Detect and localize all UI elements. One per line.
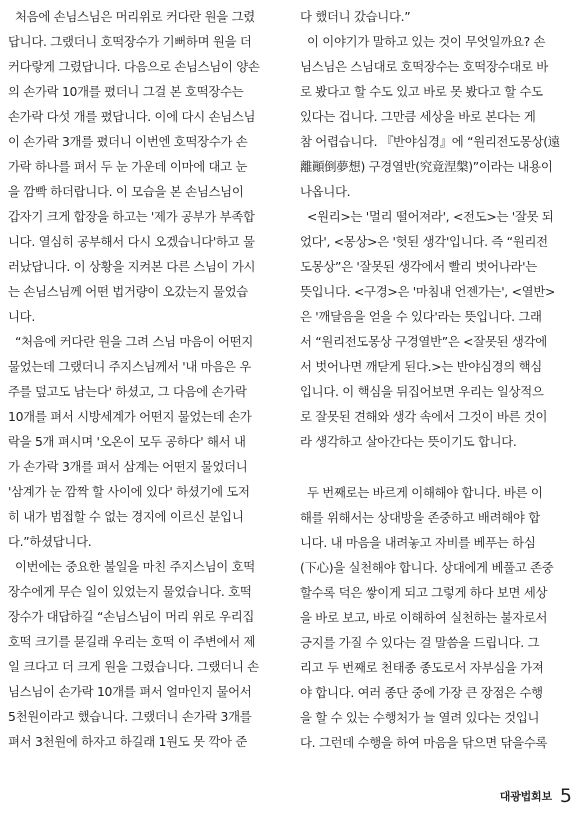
text-line: <원리>는 '멀리 떨어져라', <전도>는 '잘못 되 [307,209,554,224]
text-line: 을 할 수 있는 수행처가 늘 열려 있다는 것입니 [300,710,540,725]
text-line: 가락 하나를 펴서 두 눈 가운데 이마에 대고 눈 [8,159,248,174]
text-line: 펴서 3천원에 하자고 하길래 1원도 못 깍아 준 [8,734,248,749]
text-line: 은 '깨달음을 얻을 수 있다'라는 뜻입니다. 그래 [300,309,542,324]
text-line: 긍지를 가질 수 있다는 걸 말씀을 드립니다. 그 [300,635,540,650]
text-line: 을 깜빡 하더랍니다. 이 모습을 본 손님스님이 [8,184,244,199]
text-line: 었다', <몽상>은 '헛된 생각'입니다. 즉 “원리전 [300,234,548,249]
text-line: 을 바로 보고, 바로 이해하여 실천하는 불자로서 [300,610,548,625]
text-line: 락을 5개 펴시며 '오온이 모두 공하다' 해서 내 [8,434,246,449]
text-line: 물었는데 그랬더니 주지스님께서 '내 마음은 우 [8,359,252,374]
text-line: 가 손가락 3개를 펴서 삼계는 어떤지 물었더니 [8,459,248,474]
text-line: 처음에 손님스님은 머리위로 커다란 원을 그렸 [15,9,255,24]
text-line: “처음에 커다란 원을 그려 스님 마음이 어떤지 [15,334,253,349]
text-line: 라 생각하고 살아간다는 뜻이기도 합니다. [300,434,517,449]
text-line: 서 “원리전도몽상 구경열반”은 <잘못된 생각에 [300,334,547,349]
text-line: 이번에는 중요한 불일을 마친 주지스님이 호떡 [15,559,255,574]
text-line: 다 했더니 갔습니다.” [300,9,411,24]
text-line: 다.”하셨답니다. [8,534,92,549]
text-line: 호떡 크기를 묻길래 우리는 호떡 이 주변에서 제 [8,634,256,649]
right-column [300,4,568,755]
text-line: 두 번째로는 바르게 이해해야 합니다. 바른 이 [307,485,543,500]
text-line: 할수록 덕은 쌓이게 되고 그렇게 하다 보면 세상 [300,585,548,600]
text-line: 장수가 대답하길 “손님스님이 머리 위로 우리집 [8,609,255,624]
text-line: 뜻입니다. <구경>은 '마침내 언젠가는', <열반> [300,284,556,299]
text-line: 주를 덮고도 남는다' 하셨고, 그 다음에 손가락 [8,384,247,399]
publication-name: 대광법회보 [499,790,552,803]
text-line: 이 손가락 3개를 폈더니 이번엔 호떡장수가 손 [8,134,248,149]
text-line: 니다. [8,309,35,324]
text-line: (下心)을 실천해야 합니다. 상대에게 베풀고 존중 [300,560,554,575]
text-line: 답니다. 그랬더니 호떡장수가 기뻐하며 원을 더 [8,34,252,49]
paragraph-gap [300,454,568,480]
text-line: 서 벗어나면 깨닫게 된다.>는 반야심경의 핵심 [300,359,542,374]
text-line: '삼계가 눈 깜짝 할 사이에 있다' 하셨기에 도저 [8,484,250,499]
text-line: 러났답니다. 이 상황을 지켜본 다른 스님이 가시 [8,259,256,274]
text-line: 야 합니다. 여러 종단 중에 가장 큰 장점은 수행 [300,685,543,700]
text-line: 니다. 열심히 공부해서 다시 오겠습니다'하고 물 [8,234,255,249]
text-line: 나옵니다. [300,184,351,199]
text-line: 장수에게 무슨 일이 있었는지 물었습니다. 호떡 [8,584,252,599]
text-line: 로 잘못된 견해와 생각 속에서 그것이 바른 것이 [300,409,548,424]
text-line: 5천원이라고 했습니다. 그랬더니 손가락 3개를 [8,709,252,724]
text-line: 님스님은 스님대로 호떡장수는 호떡장수대로 바 [300,59,548,74]
text-line: 손가락 다섯 개를 폈답니다. 이에 다시 손님스님 [8,109,256,124]
left-column [8,4,276,754]
text-line: 참 어렵습니다. 『반야심경』에 “원리전도몽상(遠 [300,134,560,149]
text-line: 離顚倒夢想) 구경열반(究竟涅槃)”이라는 내용이 [300,159,553,174]
text-line: 해를 위해서는 상대방을 존중하고 배려해야 합 [300,510,540,525]
text-line: 갑자기 크게 합장을 하고는 '제가 공부가 부족합 [8,209,255,224]
text-line: 커다랗게 그렸답니다. 다음으로 손님스님이 양손 [8,59,260,74]
text-line: 리고 두 번째로 천태종 종도로서 자부심을 가져 [300,660,544,675]
text-line: 입니다. 이 핵심을 뒤집어보면 우리는 일상적으 [300,384,544,399]
page-number: 5 [559,785,572,807]
text-line: 의 손가락 10개를 폈더니 그걸 본 호떡장수는 [8,84,244,99]
text-line: 다. 그런데 수행을 하여 마음을 닦으면 닦을수록 [300,735,548,750]
text-line: 일 크다고 더 크게 원을 그렸습니다. 그랬더니 손 [8,659,259,674]
text-line: 10개를 펴서 시방세계가 어떤지 물었는데 손가 [8,409,252,424]
page-footer [500,784,572,808]
text-line: 이 이야기가 말하고 있는 것이 무엇일까요? 손 [307,34,546,49]
text-line: 로 봤다고 할 수도 있고 바로 못 봤다고 할 수도 [300,84,543,99]
text-line: 니다. 내 마음을 내려놓고 자비를 베푸는 하심 [300,535,536,550]
text-line: 도몽상”은 '잘못된 생각에서 빨리 벗어나라'는 [300,259,537,274]
text-line: 히 내가 범접할 수 없는 경지에 이르신 분입니 [8,509,244,524]
text-line: 있다는 겁니다. 그만큼 세상을 바로 본다는 게 [300,109,536,124]
text-line: 님스님이 손가락 10개를 펴서 얼마인지 물어서 [8,684,252,699]
text-line: 는 손님스님께 어떤 법거량이 오갔는지 물었습 [8,284,248,299]
